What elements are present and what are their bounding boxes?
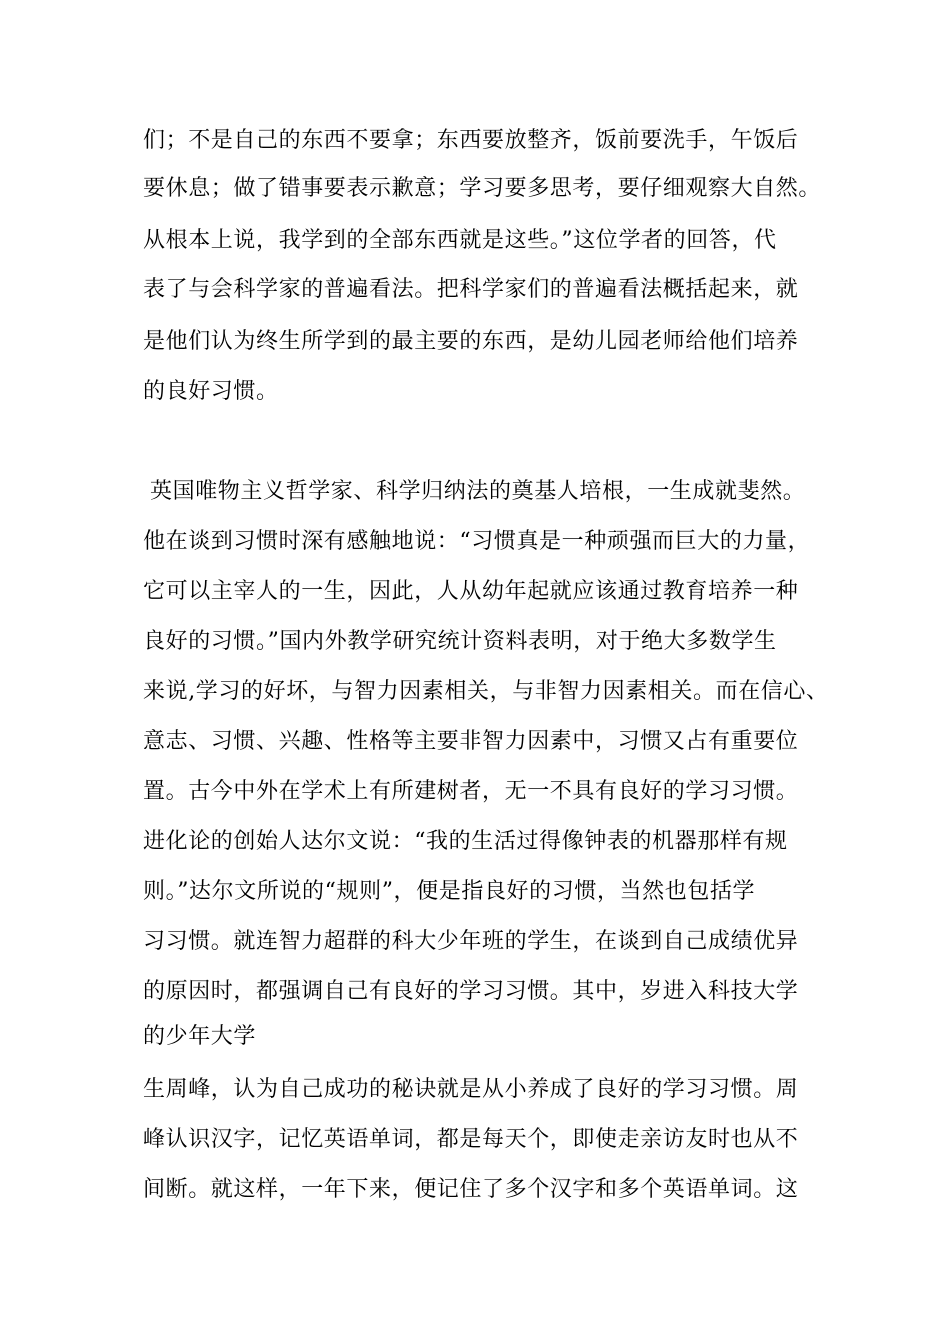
text-line: 的少年大学: [143, 1024, 257, 1049]
text-line: 则。”达尔文所说的“规则”，便是指良好的习惯，当然也包括学: [143, 879, 756, 904]
text-line: 表了与会科学家的普遍看法。把科学家们的普遍看法概括起来，就: [143, 277, 799, 302]
text-line: 他在谈到习惯时深有感触地说：“习惯真是一种顽强而巨大的力量，: [143, 529, 811, 554]
text-line: 峰认识汉字，记忆英语单词，都是每天个，即使走亲访友时也从不: [143, 1127, 799, 1152]
text-line: 的良好习惯。: [143, 379, 279, 404]
text-line: 习习惯。就连智力超群的科大少年班的学生，在谈到自己成绩优异: [143, 929, 799, 954]
text-line: 间断。就这样，一年下来，便记住了多个汉字和多个英语单词。这: [143, 1177, 799, 1202]
text-line: 是他们认为终生所学到的最主要的东西，是幼儿园老师给他们培养: [143, 329, 799, 354]
text-line: 进化论的创始人达尔文说：“我的生活过得像钟表的机器那样有规: [143, 829, 788, 854]
text-line: 从根本上说，我学到的全部东西就是这些。”这位学者的回答，代: [143, 228, 777, 253]
text-line: 要休息；做了错事要表示歉意；学习要多思考，要仔细观察大自然。: [143, 176, 822, 201]
text-line: 它可以主宰人的一生，因此，人从幼年起就应该通过教育培养一种: [143, 579, 799, 604]
text-line: 的原因时，都强调自己有良好的学习习惯。其中，岁进入科技大学: [143, 979, 799, 1004]
text-line: 来说,学习的好坏，与智力因素相关，与非智力因素相关。而在信心、: [143, 679, 829, 704]
text-line: 生周峰，认为自己成功的秘诀就是从小养成了良好的学习习惯。周: [143, 1077, 799, 1102]
text-line: 英国唯物主义哲学家、科学归纳法的奠基人培根，一生成就斐然。: [150, 479, 806, 504]
text-line: 们；不是自己的东西不要拿；东西要放整齐，饭前要洗手，午饭后: [143, 128, 799, 153]
text-line: 意志、习惯、兴趣、性格等主要非智力因素中，习惯又占有重要位: [143, 729, 799, 754]
text-line: 置。古今中外在学术上有所建树者，无一不具有良好的学习习惯。: [143, 779, 799, 804]
text-line: 良好的习惯。”国内外教学研究统计资料表明，对于绝大多数学生: [143, 629, 777, 654]
